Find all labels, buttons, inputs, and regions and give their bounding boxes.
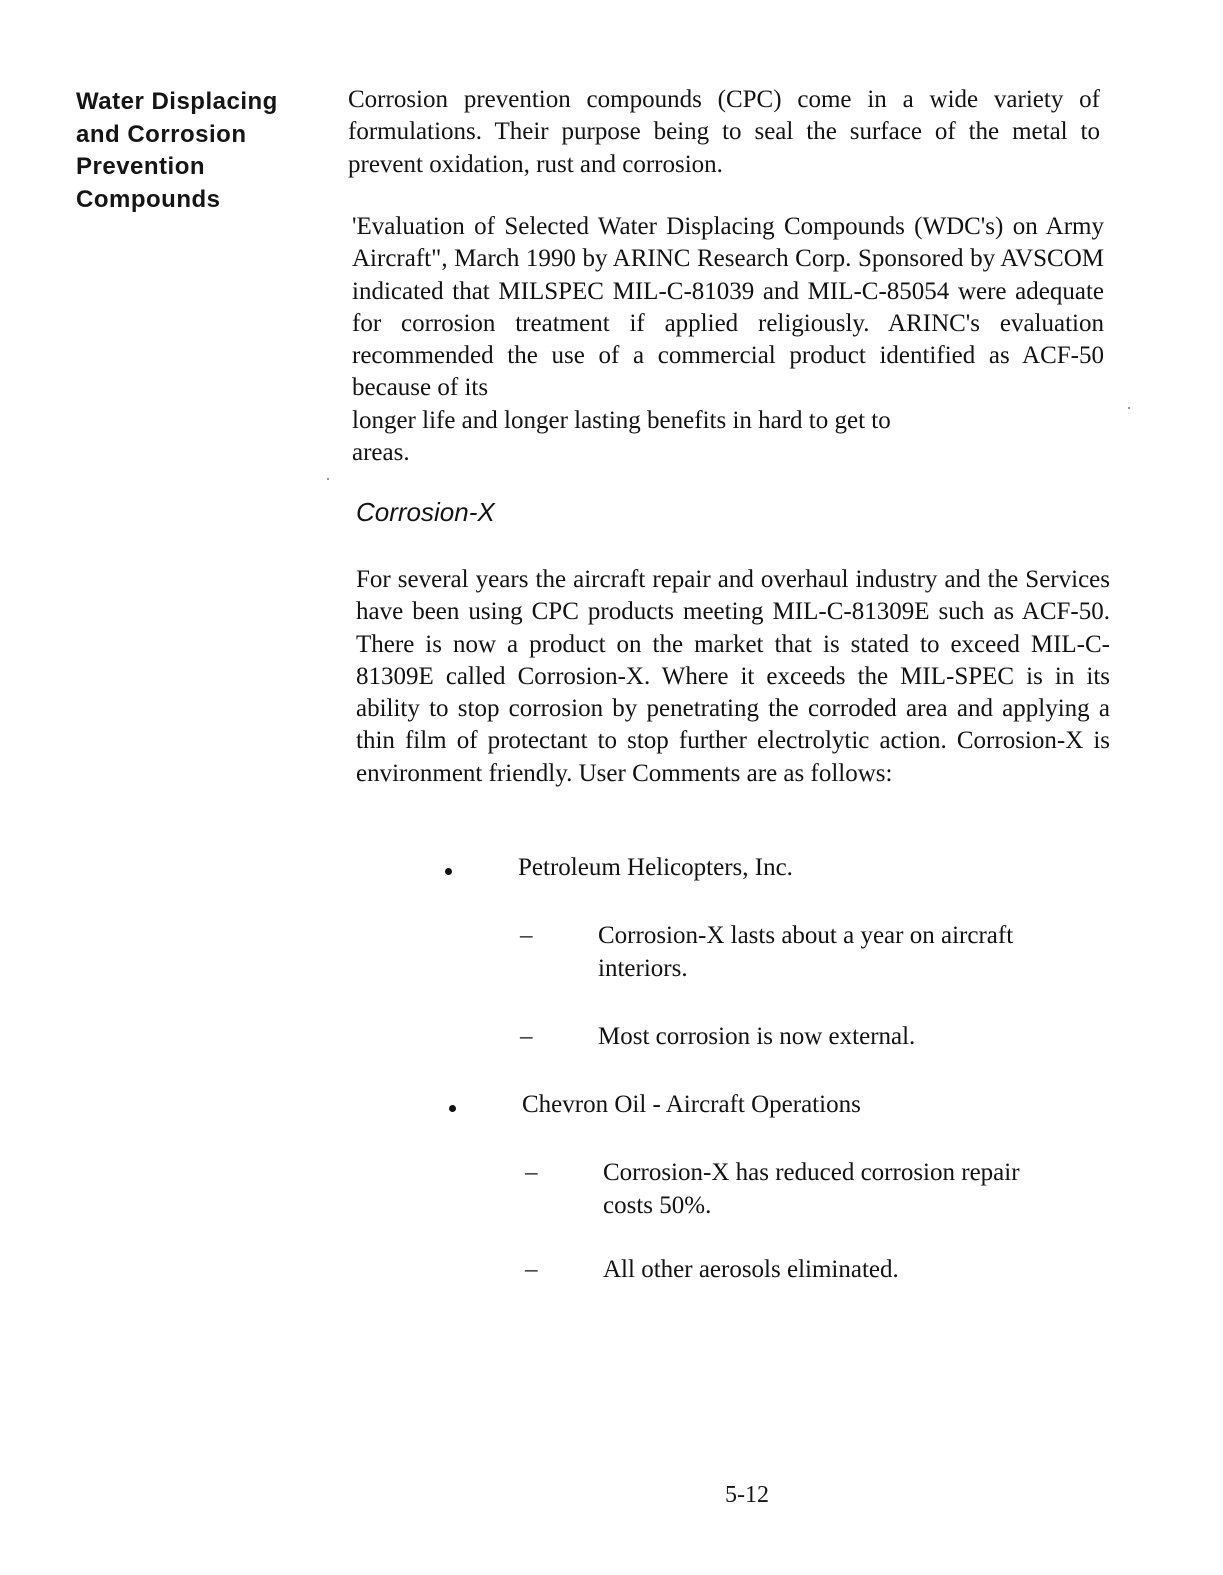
page-number: 5-12 [725, 1482, 769, 1508]
paragraph-arinc-main: 'Evaluation of Selected Water Displacing Compounds (WDC's) on Army Aircraft", March 1990 by ARINC Research Corp. Sponsored by AVSCOM indicated that MILSPEC MIL-C-81039 and MIL-C-85054 were adequate for corrosion treatment if applied religiously. ARINC's evaluation recommended the use of a commercial product identified as ACF-50 because of its [352, 213, 1104, 402]
bullet-dot-icon [445, 868, 452, 875]
subsection-heading-corrosion-x: Corrosion-X [356, 497, 495, 527]
user-comment-point-text: Most corrosion is now external. [598, 1023, 916, 1050]
bullet-dot-icon [449, 1105, 456, 1112]
dash-marker-icon: – [520, 922, 533, 949]
paragraph-arinc-tail-2: areas. [352, 439, 410, 467]
user-comment-company: Chevron Oil - Aircraft Operations [522, 1091, 861, 1118]
user-comment-point-text: All other aerosols eliminated. [603, 1256, 899, 1283]
user-comment-point-text: Corrosion-X has reduced corrosion repair costs 50%. [603, 1159, 1020, 1219]
paragraph-corrosion-x: For several years the aircraft repair and overhaul industry and the Services have been using CPC products meeting MIL-C-81309E such as ACF-50. There is now a product on the market that is stated to exceed MIL-C-81309E called Corrosion-X. Where it exceeds the MIL-SPEC is in its ability to stop corrosion by penetrating the corroded area and applying a thin film of protectant to stop further electrolytic action. Corrosion-X is environment friendly. User Comments are as follows: [356, 566, 1110, 787]
scan-speck [1128, 407, 1130, 409]
paragraph-arinc-tail-1: longer life and longer lasting benefits in hard to get to [352, 406, 891, 434]
paragraph-arinc-evaluation [352, 211, 1104, 469]
dash-marker-icon: – [520, 1023, 533, 1050]
section-side-heading: Water Displacing and Corrosion Prevention Compounds [76, 88, 278, 213]
scan-speck [327, 478, 329, 480]
paragraph-cpc-intro: Corrosion prevention compounds (CPC) come in a wide variety of formulations. Their purpose being to seal the surface of the metal to prevent oxidation, rust and corrosion. [348, 86, 1100, 178]
dash-marker-icon: – [525, 1159, 538, 1186]
dash-marker-icon: – [525, 1256, 538, 1283]
user-comment-point-text: Corrosion-X lasts about a year on aircraft interiors. [598, 922, 1014, 982]
user-comment-company: Petroleum Helicopters, Inc. [518, 854, 793, 881]
